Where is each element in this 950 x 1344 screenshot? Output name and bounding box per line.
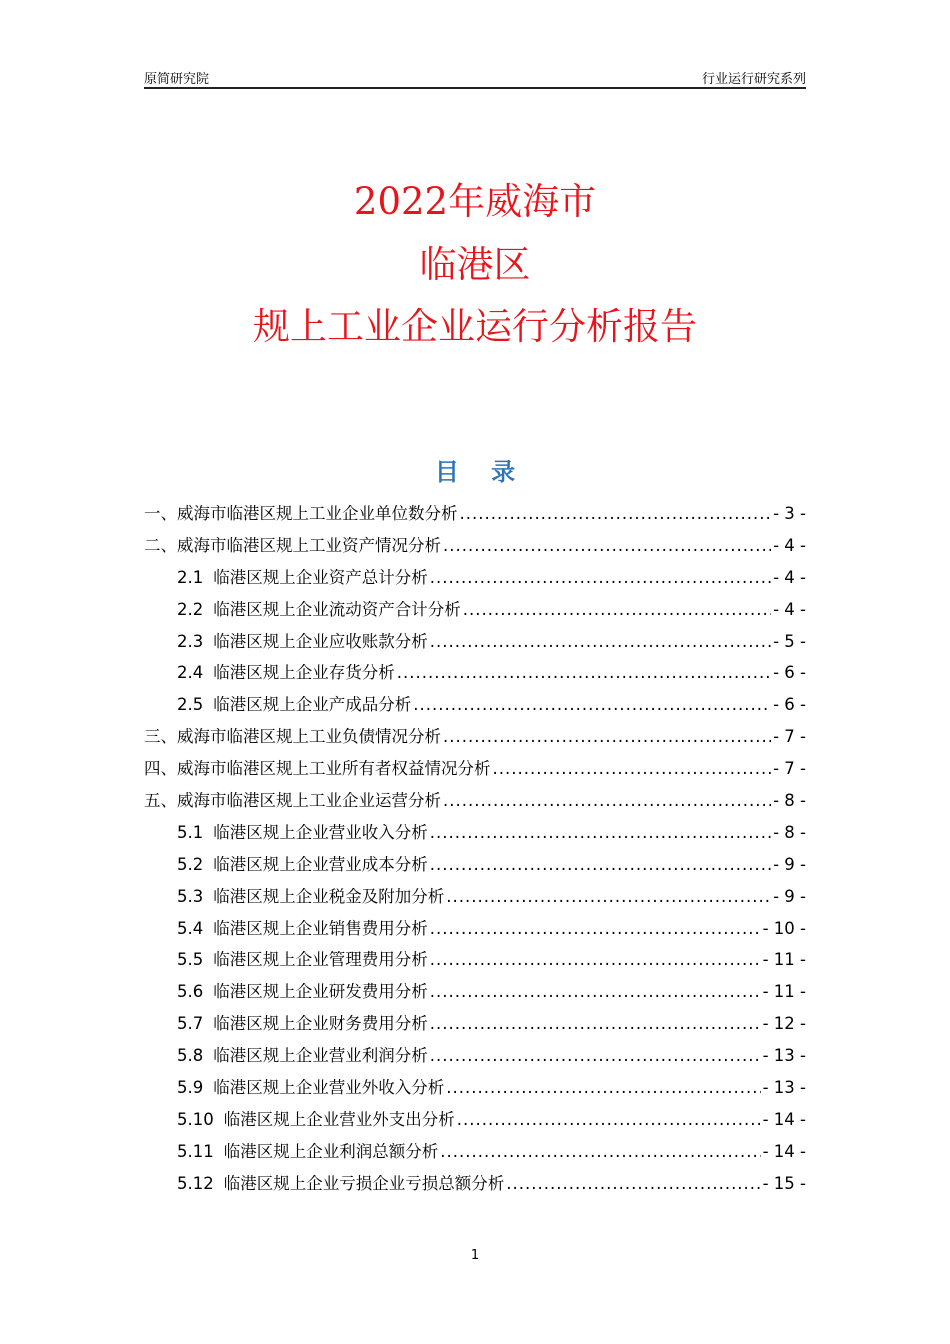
toc-entry-label: 临港区规上企业应收账款分析 <box>213 631 428 651</box>
title-line-1: 2022年威海市 <box>353 180 597 223</box>
toc-entry-number: 5.12 <box>177 1173 214 1193</box>
toc-entry[interactable] <box>144 1106 806 1138</box>
toc-entry[interactable] <box>144 755 806 787</box>
toc-entry[interactable] <box>144 723 806 755</box>
toc-entry-label: 临港区规上企业研发费用分析 <box>213 982 428 1002</box>
toc-dot-leader <box>463 600 771 619</box>
toc-entry-label: 临港区规上企业产成品分析 <box>213 695 412 715</box>
toc-dot-leader <box>430 982 761 1001</box>
toc-entry[interactable] <box>144 1010 806 1042</box>
header-right: 行业运行研究系列 <box>701 72 806 87</box>
toc-entry-number: 5.5 <box>177 950 204 970</box>
header-rule <box>144 87 806 89</box>
toc-entry-page: - 11 - <box>762 950 806 970</box>
toc-entry-label: 四、威海市临港区规上工业所有者权益情况分析 <box>144 759 491 779</box>
toc-entry-number: 5.3 <box>177 886 204 906</box>
toc-entry-label: 临港区规上企业财务费用分析 <box>213 1014 428 1034</box>
toc-dot-leader <box>413 695 771 714</box>
toc-entry-number: 5.10 <box>177 1109 214 1129</box>
toc-entry-label: 临港区规上企业税金及附加分析 <box>213 886 445 906</box>
toc-entry[interactable] <box>144 691 806 723</box>
toc-dot-leader <box>446 1078 760 1097</box>
toc-entry-page: - 5 - <box>773 631 806 651</box>
toc-entry-number: 5.7 <box>177 1014 204 1034</box>
title-line-2: 临港区 <box>419 243 531 286</box>
toc-entry-page: - 9 - <box>773 854 806 874</box>
toc-entry-page: - 10 - <box>762 918 806 938</box>
toc-dot-leader <box>430 919 761 938</box>
toc-entry-page: - 7 - <box>773 727 806 747</box>
toc-entry[interactable] <box>144 628 806 660</box>
toc-entry-number: 5.9 <box>177 1078 204 1098</box>
toc-entry-number: 5.4 <box>177 918 204 938</box>
toc-entry-page: - 3 - <box>773 504 806 523</box>
toc-entry-page: - 9 - <box>773 886 806 906</box>
toc-entry[interactable] <box>144 1042 806 1074</box>
toc-entry[interactable] <box>144 946 806 978</box>
toc-entry-label: 临港区规上企业管理费用分析 <box>213 950 428 970</box>
toc-entry-page: - 11 - <box>762 982 806 1002</box>
toc-entry[interactable] <box>144 1138 806 1170</box>
toc-entry-label: 一、威海市临港区规上工业企业单位数分析 <box>144 504 458 523</box>
toc-entry[interactable] <box>144 564 806 596</box>
toc-dot-leader <box>443 791 771 810</box>
toc-entry-page: - 8 - <box>773 822 806 842</box>
toc-entry-label: 临港区规上企业营业收入分析 <box>213 822 428 842</box>
toc-dot-leader <box>397 663 771 682</box>
page-number: 1 <box>470 1248 480 1263</box>
toc-entry[interactable] <box>144 883 806 915</box>
toc-entry[interactable] <box>144 1170 806 1202</box>
toc-entry-label: 临港区规上企业存货分析 <box>213 663 395 683</box>
toc-dot-leader <box>460 504 772 523</box>
toc-dot-leader <box>506 1174 760 1193</box>
toc-entry-number: 5.11 <box>177 1141 214 1161</box>
toc-dot-leader <box>430 855 771 874</box>
toc-dot-leader <box>430 632 771 651</box>
toc-entry-page: - 15 - <box>762 1173 806 1193</box>
toc-entry[interactable] <box>144 851 806 883</box>
toc-dot-leader <box>430 568 771 587</box>
toc-entry[interactable] <box>144 596 806 628</box>
toc-entry-number: 2.4 <box>177 663 204 683</box>
toc-entry-label: 临港区规上企业销售费用分析 <box>213 918 428 938</box>
toc-title: 目 录 <box>434 458 528 486</box>
toc-dot-leader <box>440 1142 760 1161</box>
toc-entry[interactable] <box>144 978 806 1010</box>
toc-entry-label: 三、威海市临港区规上工业负债情况分析 <box>144 727 441 747</box>
toc-entry[interactable] <box>144 1074 806 1106</box>
toc-entry-number: 5.1 <box>177 822 204 842</box>
toc-entry-label: 临港区规上企业资产总计分析 <box>213 567 428 587</box>
toc-entry[interactable] <box>144 659 806 691</box>
toc-entry-number: 2.5 <box>177 695 204 715</box>
toc-dot-leader <box>446 887 771 906</box>
toc-entry-label: 临港区规上企业流动资产合计分析 <box>213 599 461 619</box>
table-of-contents <box>144 500 806 1202</box>
toc-entry-label: 二、威海市临港区规上工业资产情况分析 <box>144 535 441 555</box>
toc-dot-leader <box>430 1046 761 1065</box>
toc-dot-leader <box>430 1014 761 1033</box>
toc-dot-leader <box>493 759 772 778</box>
toc-entry-page: - 14 - <box>762 1109 806 1129</box>
toc-dot-leader <box>443 727 771 746</box>
toc-entry-number: 2.1 <box>177 567 204 587</box>
toc-entry-number: 5.2 <box>177 854 204 874</box>
toc-entry-label: 临港区规上企业营业成本分析 <box>213 854 428 874</box>
toc-entry-page: - 13 - <box>762 1078 806 1098</box>
toc-entry-label: 临港区规上企业利润总额分析 <box>223 1141 439 1161</box>
toc-entry-page: - 6 - <box>773 663 806 683</box>
toc-entry[interactable] <box>144 819 806 851</box>
toc-entry-number: 2.3 <box>177 631 204 651</box>
toc-entry-page: - 4 - <box>773 599 806 619</box>
toc-entry[interactable] <box>144 500 806 532</box>
title-line-3: 规上工业企业运行分析报告 <box>253 305 697 348</box>
header-left: 原简研究院 <box>144 72 210 87</box>
toc-dot-leader <box>430 823 771 842</box>
toc-dot-leader <box>457 1110 761 1129</box>
toc-entry-page: - 12 - <box>762 1014 806 1034</box>
toc-entry-page: - 4 - <box>773 567 806 587</box>
toc-entry-label: 临港区规上企业营业外支出分析 <box>223 1109 455 1129</box>
toc-entry-label: 临港区规上企业营业利润分析 <box>213 1046 428 1066</box>
toc-entry-label: 临港区规上企业亏损企业亏损总额分析 <box>223 1173 505 1193</box>
toc-entry-number: 5.6 <box>177 982 204 1002</box>
toc-dot-leader <box>443 536 771 555</box>
toc-entry[interactable] <box>144 532 806 564</box>
toc-dot-leader <box>430 950 761 969</box>
toc-entry-page: - 13 - <box>762 1046 806 1066</box>
toc-entry[interactable] <box>144 915 806 947</box>
toc-entry-page: - 4 - <box>773 535 806 555</box>
toc-entry-label: 五、威海市临港区规上工业企业运营分析 <box>144 791 441 811</box>
toc-entry-page: - 7 - <box>773 759 806 779</box>
toc-entry-number: 5.8 <box>177 1046 204 1066</box>
toc-entry-page: - 14 - <box>762 1141 806 1161</box>
toc-entry-page: - 8 - <box>773 791 806 811</box>
toc-entry-label: 临港区规上企业营业外收入分析 <box>213 1078 445 1098</box>
toc-entry-page: - 6 - <box>773 695 806 715</box>
toc-entry[interactable] <box>144 787 806 819</box>
toc-entry-number: 2.2 <box>177 599 204 619</box>
